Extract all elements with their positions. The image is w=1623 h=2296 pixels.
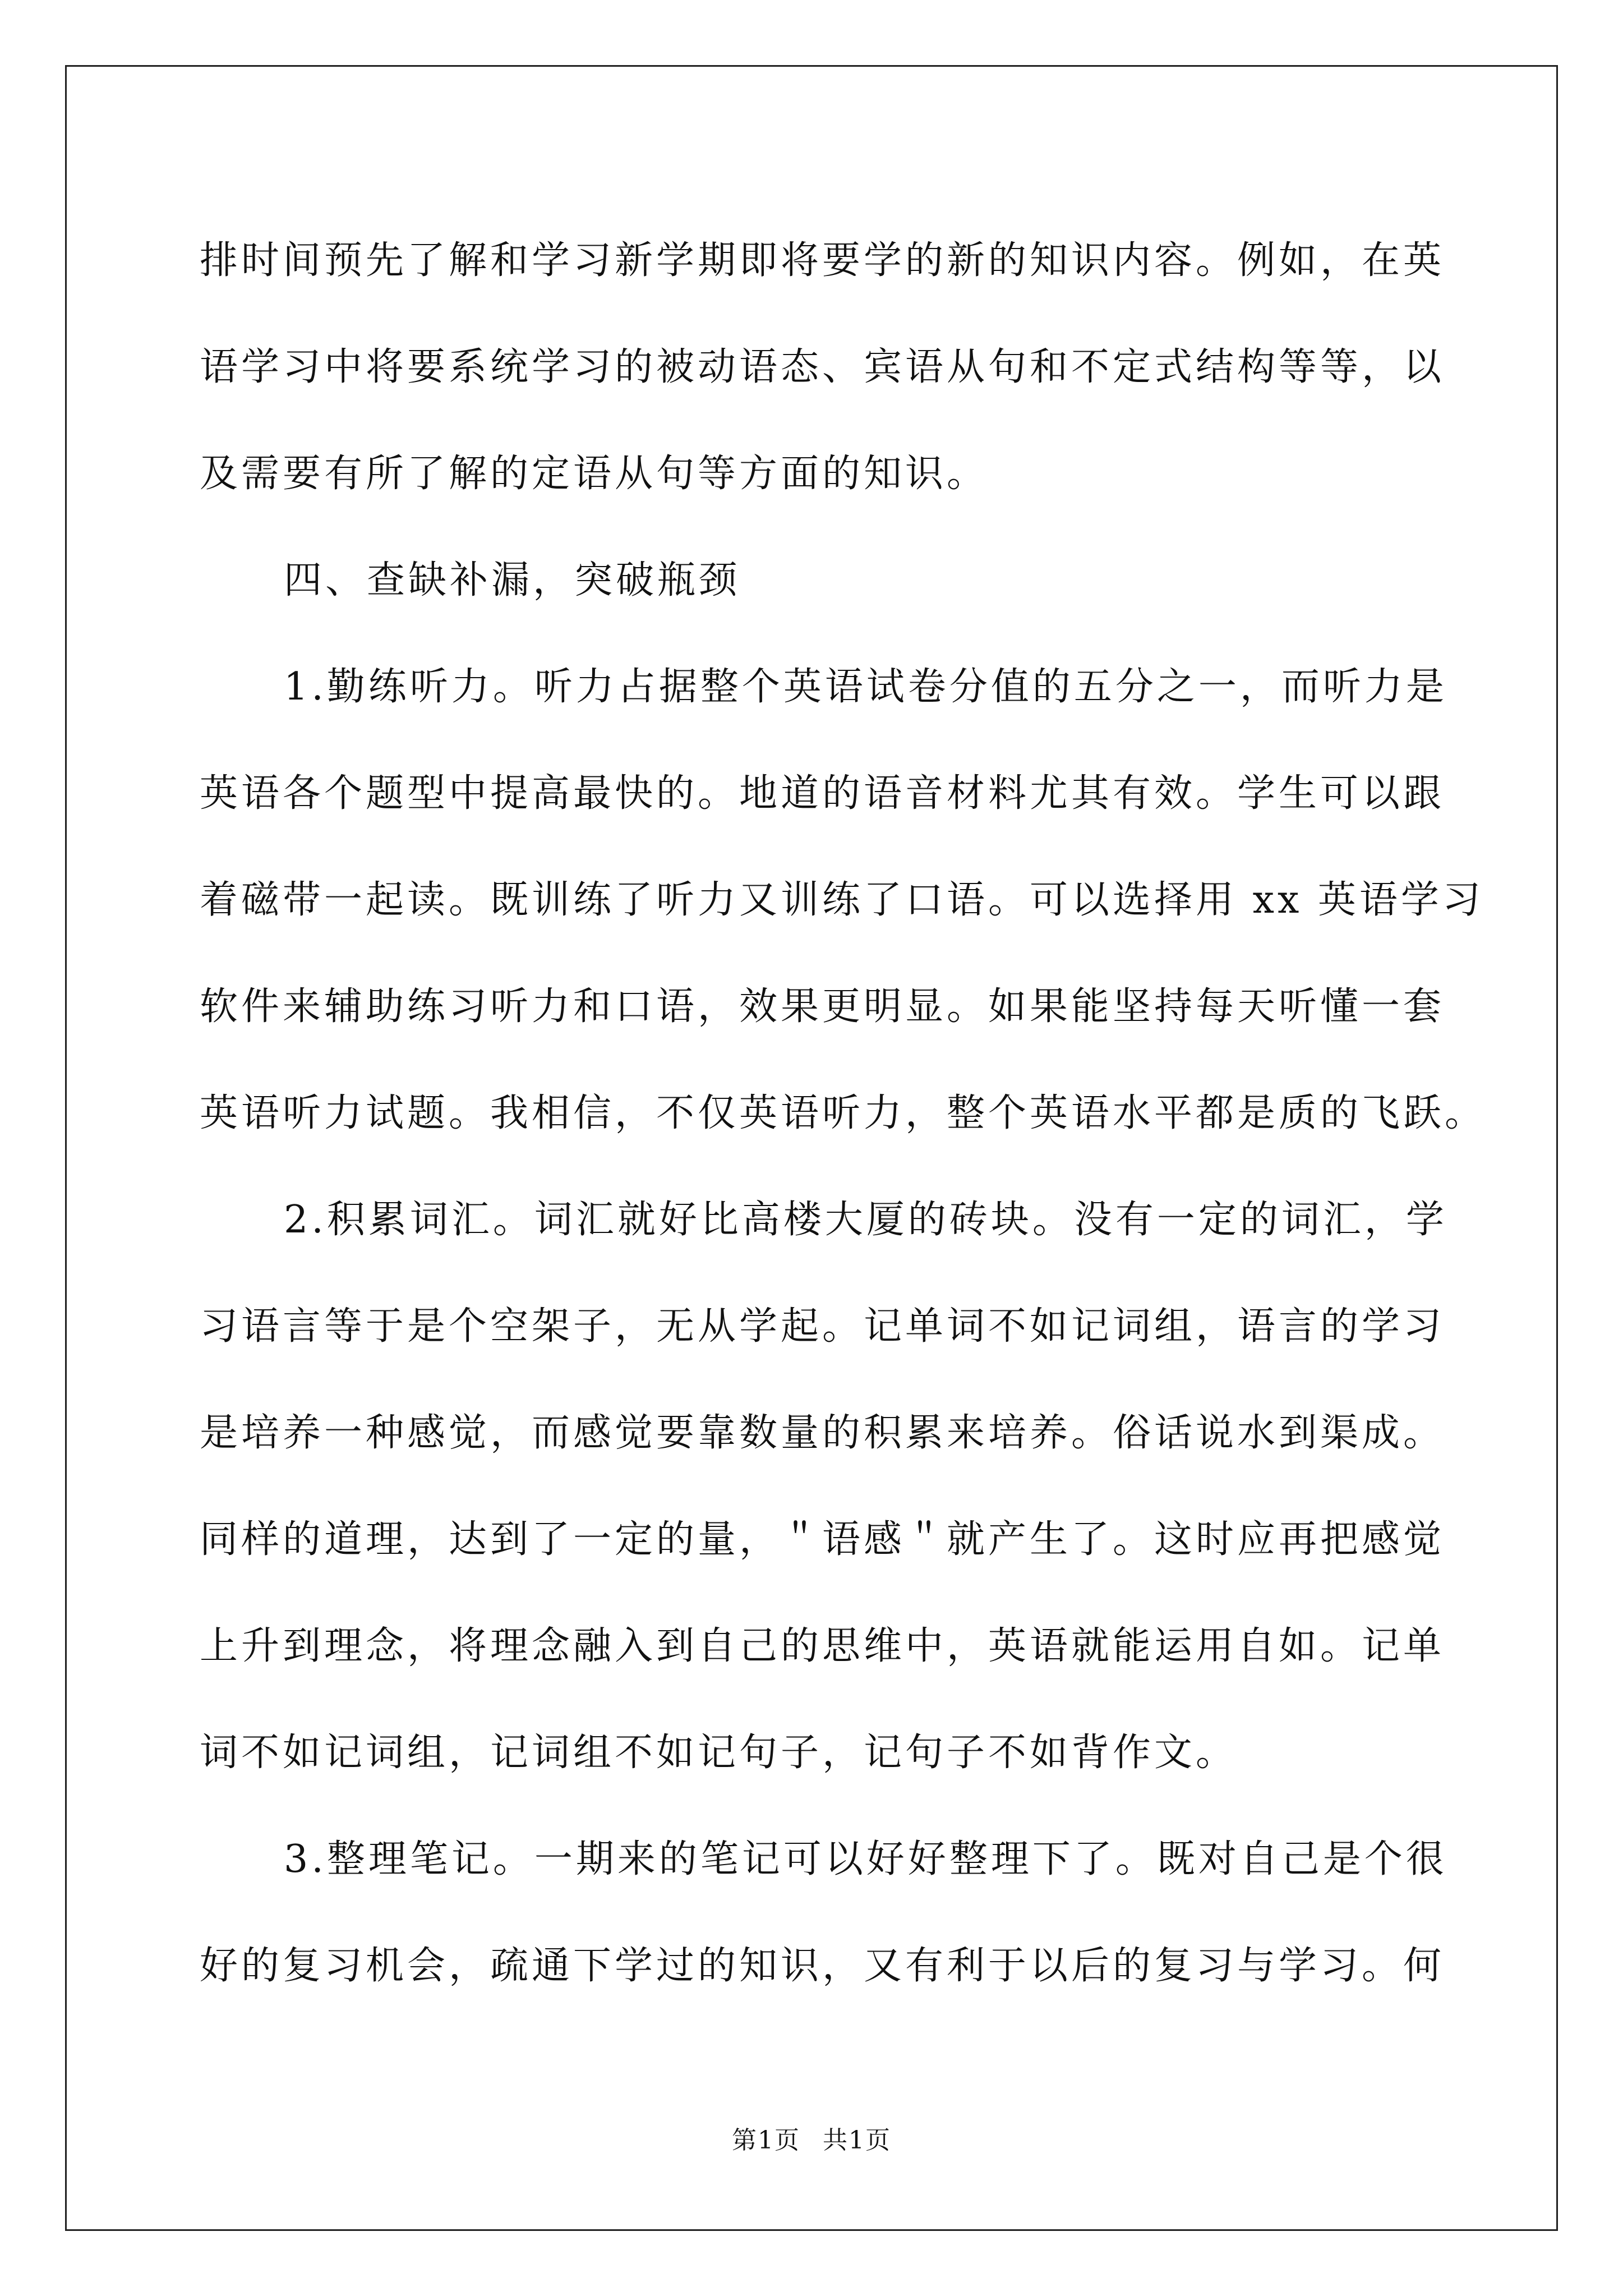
text-line: 英语各个题型中提高最快的。地道的语音材料尤其有效。学生可以跟 [200,771,1445,816]
text-line: 同样的道理，达到了一定的量，＂语感＂就产生了。这时应再把感觉 [200,1517,1445,1562]
document-body [200,208,1487,2019]
text-line: 及需要有所了解的定语从句等方面的知识。 [200,452,989,496]
current-page-label: 第1页 [732,2126,800,2155]
text-line: 上升到理念，将理念融入到自己的思维中，英语就能运用自如。记单 [200,1624,1445,1668]
text-line: 3.整理笔记。一期来的笔记可以好好整理下了。既对自己是个很 [284,1837,1447,1881]
text-line: 2.积累词汇。词汇就好比高楼大厦的砖块。没有一定的词汇，学 [284,1198,1447,1242]
text-line: 是培养一种感觉，而感觉要靠数量的积累来培养。俗话说水到渠成。 [200,1411,1445,1455]
text-line: 软件来辅助练习听力和口语，效果更明显。如果能坚持每天听懂一套 [200,984,1445,1029]
total-pages-label: 共1页 [823,2126,891,2155]
section-heading: 四、查缺补漏，突破瓶颈 [284,558,741,602]
text-line: 习语言等于是个空架子，无从学起。记单词不如记词组，语言的学习 [200,1304,1445,1349]
text-line: 英语听力试题。我相信，不仅英语听力，整个英语水平都是质的飞跃。 [200,1091,1487,1135]
text-line: 着磁带一起读。既训练了听力又训练了口语。可以选择用 xx 英语学习 [200,878,1484,922]
text-line: 1.勤练听力。听力占据整个英语试卷分值的五分之一，而听力是 [284,665,1447,709]
text-line: 语学习中将要系统学习的被动语态、宾语从句和不定式结构等等，以 [200,345,1445,389]
text-line: 词不如记词组，记词组不如记句子，记句子不如背作文。 [200,1731,1238,1775]
text-line: 好的复习机会，疏通下学过的知识，又有利于以后的复习与学习。何 [200,1944,1445,1988]
text-line: 排时间预先了解和学习新学期即将要学的新的知识内容。例如，在英 [200,238,1445,283]
page-footer [0,2124,1623,2157]
